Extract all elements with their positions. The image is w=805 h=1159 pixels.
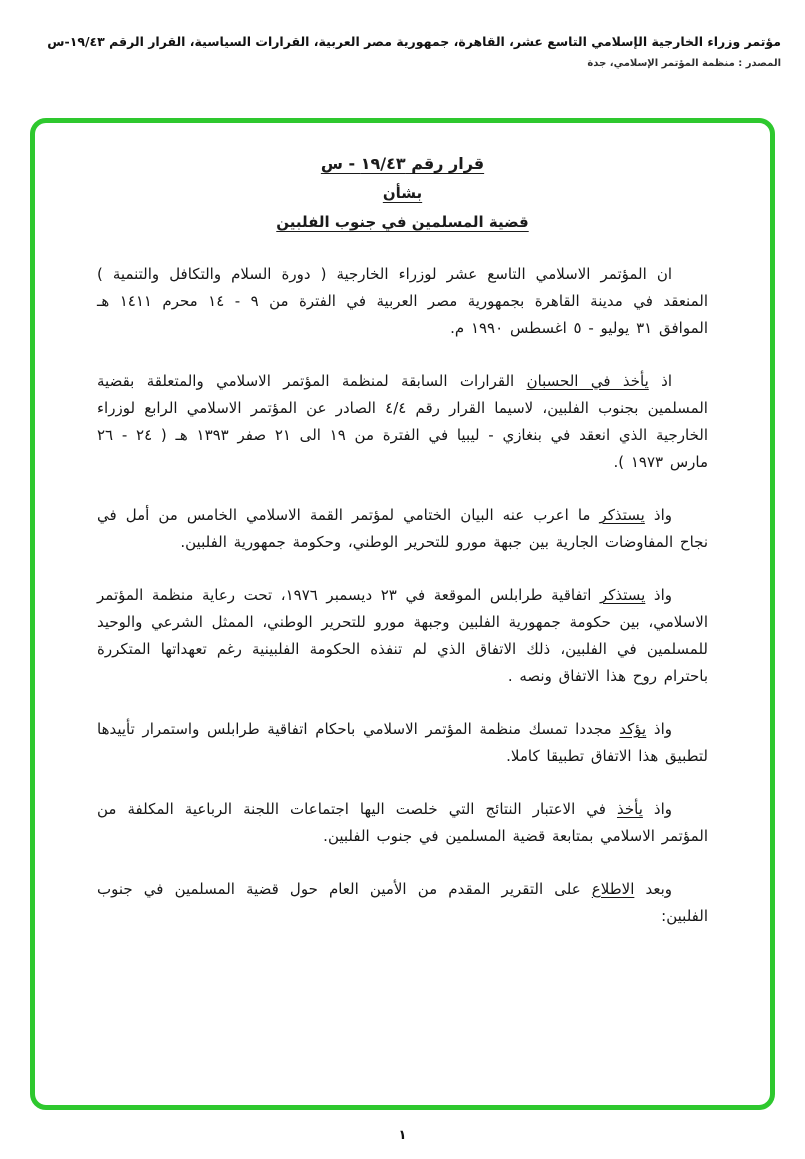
paragraph-text: واذ (644, 506, 673, 524)
resolution-regarding-label: بشأن (382, 184, 423, 202)
resolution-paragraph-recalling-3 (97, 582, 708, 690)
resolution-paragraph-considering (97, 796, 708, 850)
page-number: ١ (398, 1128, 407, 1143)
resolution-paragraph-report (97, 876, 708, 930)
paragraph-underlined-text: يستذكر (599, 506, 645, 524)
resolution-paragraph-preamble (97, 261, 708, 342)
paragraph-text: اذ (648, 372, 672, 390)
paragraph-text: واذ (646, 720, 673, 738)
resolution-subject: قضية المسلمين في جنوب الفلبين (276, 213, 529, 231)
header-citation: مؤتمر وزراء الخارجية الإسلامي التاسع عشر، القاهرة، جمهورية مصر العربية، القرارات السياسية، القرار الرقم ١٩/٤٣-س (47, 34, 781, 49)
document-content (35, 123, 770, 1105)
resolution-paragraph-recalling-1 (97, 368, 708, 476)
paragraph-text: على التقرير المقدم من الأمين العام حول قضية المسلمين في جنوب الفلبين: (97, 880, 708, 925)
resolution-paragraph-recalling-2 (97, 502, 708, 556)
document-header (24, 34, 781, 69)
paragraph-text: اتفاقية طرابلس الموقعة في ٢٣ ديسمبر ١٩٧٦، تحت رعاية منظمة المؤتمر الاسلامي، بين حكومة جمهورية الفلبين وجبهة مورو للتحرير الوطني، الممثل الشرعي والوحيد للمسلمين في الفلبين، ذلك الاتفاق الذي لم تنفذه الحكومة الفلبينية رغم تعهداتها المتكررة باحترام روح هذا الاتفاق ونصه . (97, 586, 708, 685)
resolution-title-block (233, 153, 573, 233)
paragraph-underlined-text: يأخذ في الحسبان (526, 372, 649, 390)
resolution-paragraph-affirming (97, 716, 708, 770)
resolution-body (97, 261, 708, 930)
paragraph-text: ما اعرب عنه البيان الختامي لمؤتمر القمة الاسلامي الخامس من أمل في نجاح المفاوضات الجارية بين جبهة مورو للتحرير الوطني، وحكومة جمهورية الفلبين. (97, 506, 708, 551)
paragraph-text: ان المؤتمر الاسلامي التاسع عشر لوزراء الخارجية ( دورة السلام والتكافل والتنمية ) المنعقد في مدينة القاهرة بجمهورية مصر العربية في الفترة من ٩ - ١٤ محرم ١٤١١ هـ الموافق ٣١ يوليو - ٥ اغسطس ١٩٩٠ م. (97, 265, 708, 337)
paragraph-underlined-text: الاطلاع (591, 880, 635, 898)
paragraph-text: وبعد (634, 880, 673, 898)
paragraph-text: في الاعتبار النتائج التي خلصت اليها اجتماعات اللجنة الرباعية المكلفة من المؤتمر الاسلامي بمتابعة قضية المسلمين في جنوب الفلبين. (97, 800, 708, 845)
paragraph-text: مجددا تمسك منظمة المؤتمر الاسلامي باحكام اتفاقية طرابلس واستمرار تأييدها لتطبيق هذا الاتفاق تطبيقا كاملا. (97, 720, 708, 765)
paragraph-underlined-text: يأخذ (616, 800, 643, 818)
header-source: المصدر : منظمة المؤتمر الإسلامي، جدة (587, 58, 781, 69)
paragraph-text: واذ (642, 800, 673, 818)
highlight-frame (30, 118, 775, 1110)
resolution-number: قرار رقم ١٩/٤٣ - س (320, 154, 485, 173)
paragraph-text: القرارات السابقة لمنظمة المؤتمر الاسلامي والمتعلقة بقضية المسلمين بجنوب الفلبين، لاسيما القرار رقم ٤/٤ الصادر عن المؤتمر الاسلامي الرابع لوزراء الخارجية الذي انعقد في بنغازي - ليبيا في الفترة من ١٩ الى ٢١ صفر ١٣٩٣ هـ ( ٢٤ - ٢٦ مارس ١٩٧٣ ). (97, 372, 709, 471)
paragraph-text: واذ (645, 586, 673, 604)
paragraph-underlined-text: يستذكر (599, 586, 646, 604)
paragraph-underlined-text: يؤكد (619, 720, 647, 738)
